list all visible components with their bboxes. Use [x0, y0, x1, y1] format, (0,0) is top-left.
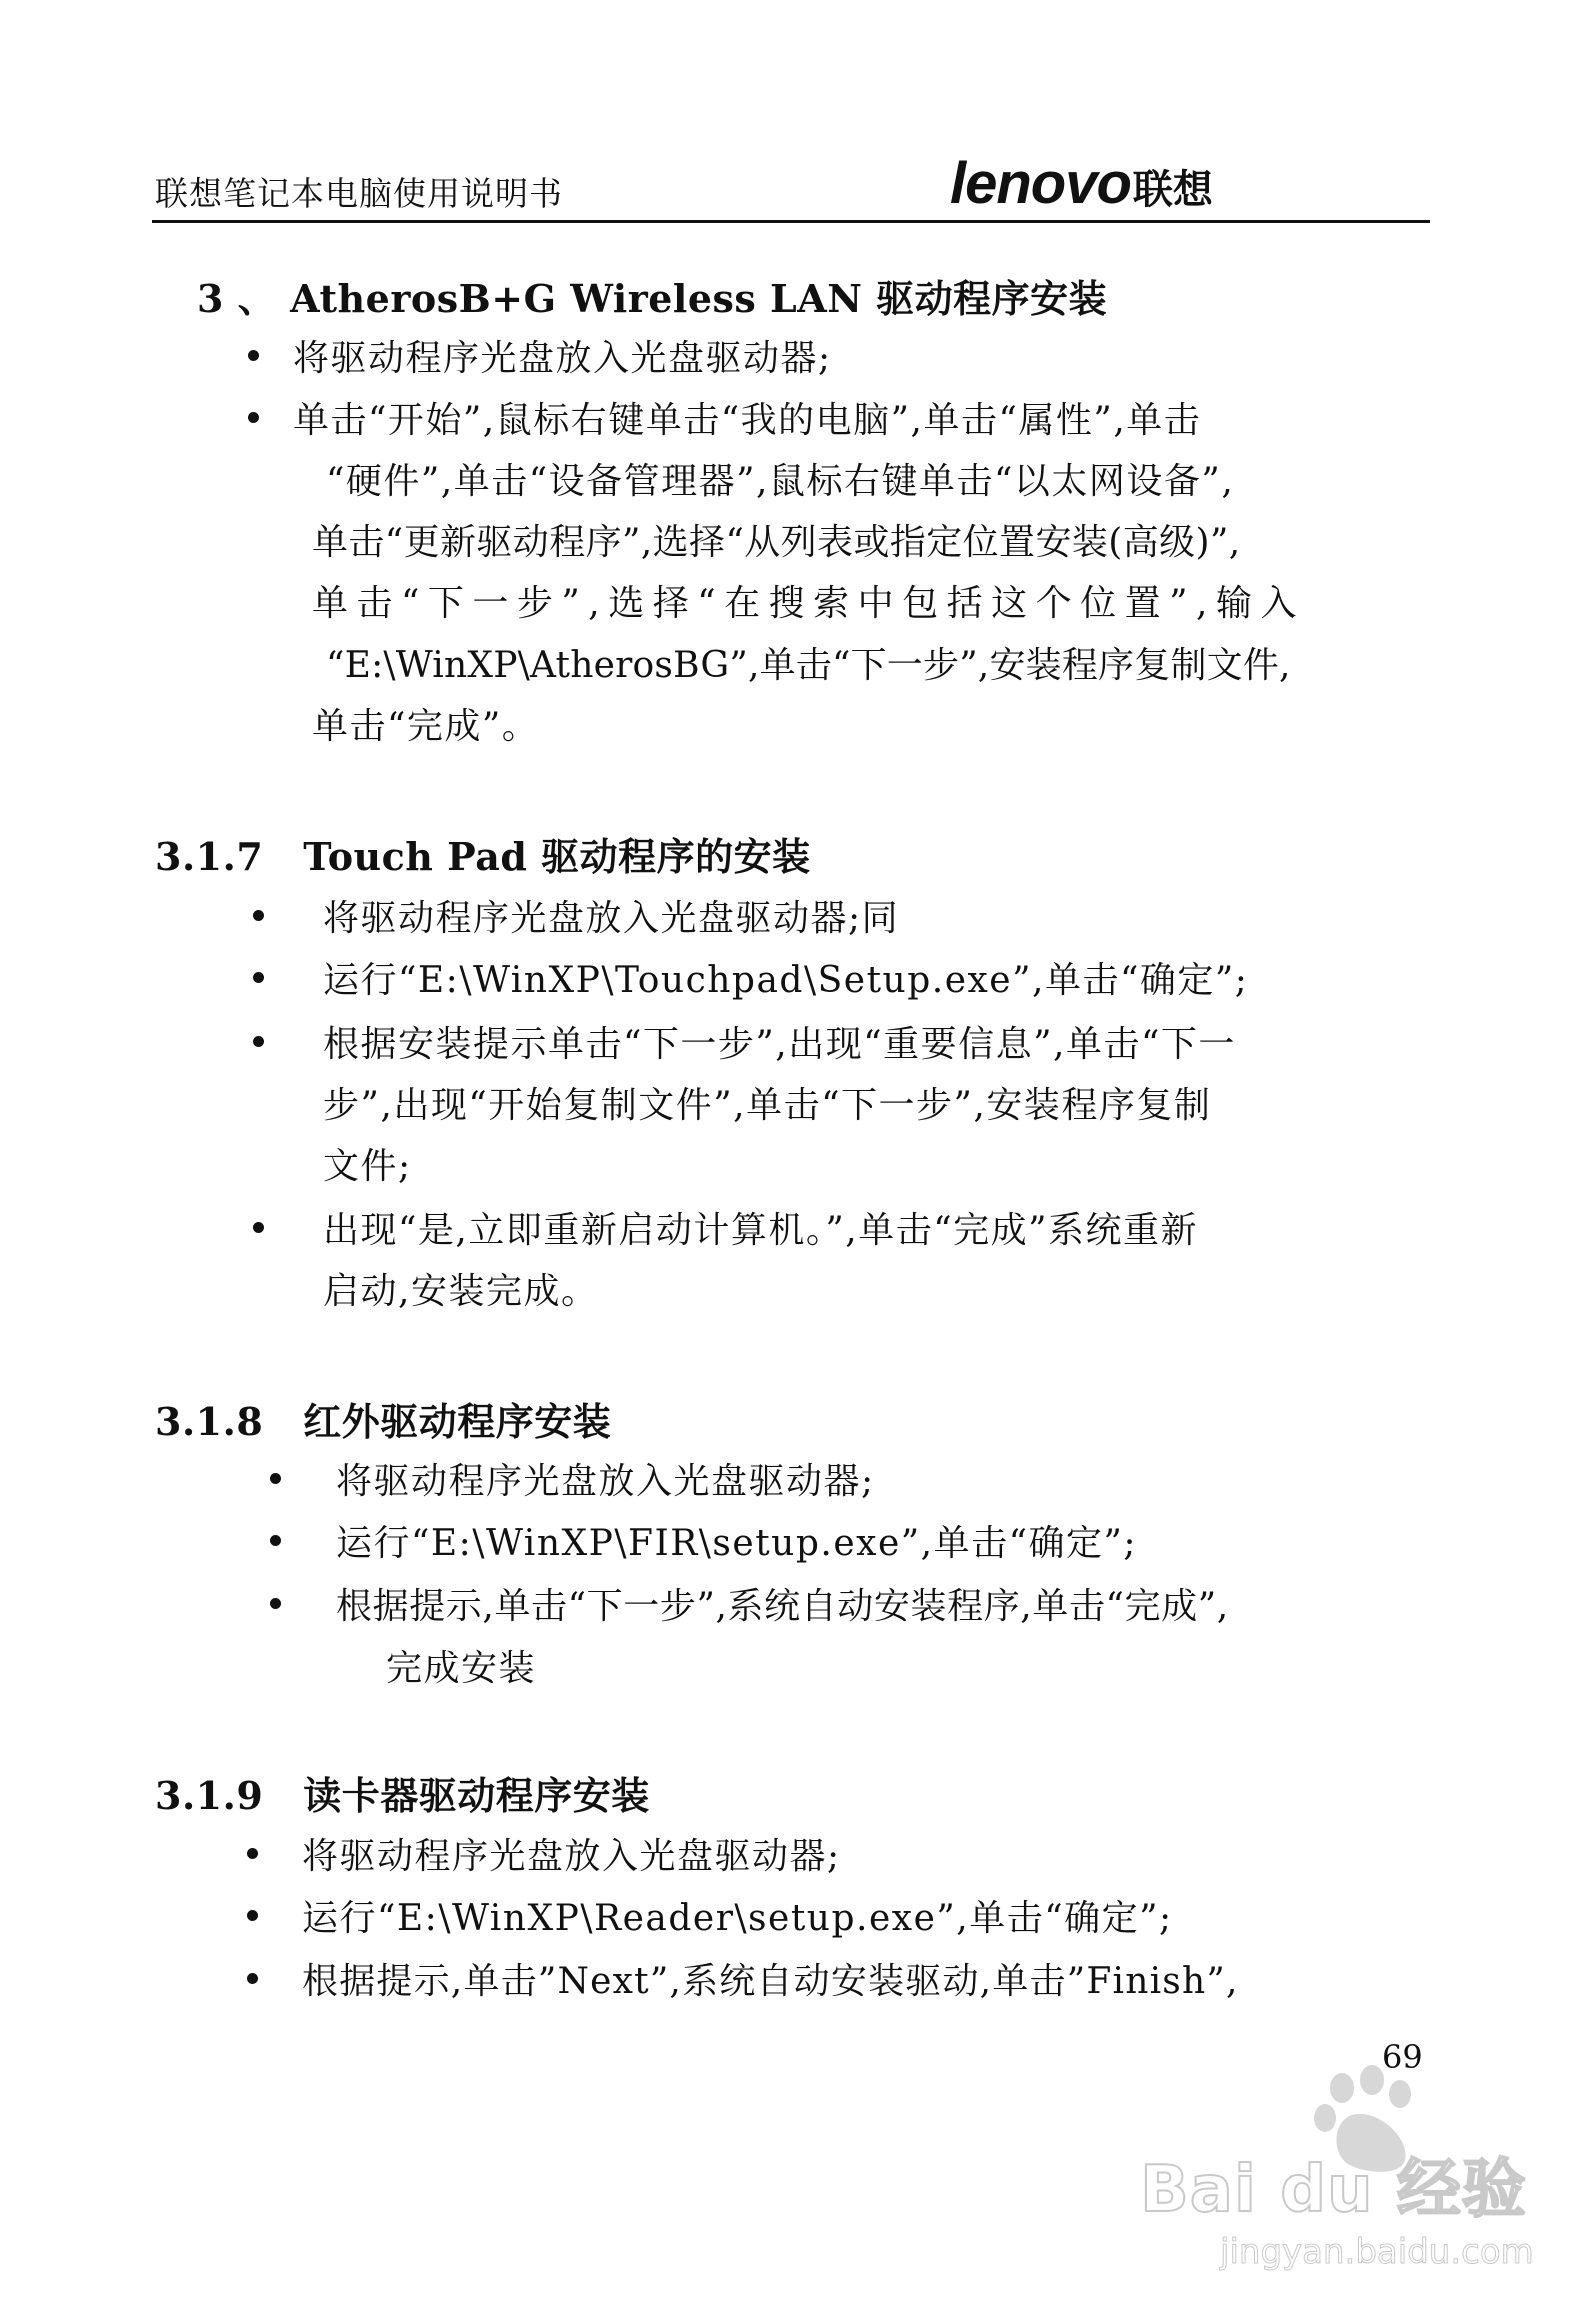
bullet-dot: [247, 1973, 258, 1984]
list-item-continued: “E:\WinXP\AtherosBG”,单击“下一步”,安装程序复制文件,: [326, 645, 1291, 686]
list-item: 将驱动程序光盘放入光盘驱动器;: [336, 1461, 875, 1502]
bullet-dot: [247, 1910, 258, 1921]
bullet-dot: [253, 1036, 264, 1047]
bullet-dot: [270, 1535, 281, 1546]
list-item-continued: 单击“更新驱动程序”,选择“从列表或指定位置安装(高级)”,: [312, 522, 1241, 563]
bullet-dot: [270, 1598, 281, 1609]
section-heading-atheros: 3 、 AtherosB+G Wireless LAN 驱动程序安装: [197, 276, 1108, 321]
bullet-dot: [248, 350, 259, 361]
list-item: 根据安装提示单击“下一步”,出现“重要信息”,单击“下一: [323, 1024, 1236, 1065]
list-item: 将驱动程序光盘放入光盘驱动器;同: [323, 898, 900, 939]
bullet-dot: [270, 1473, 281, 1484]
list-item-continued: 步”,出现“开始复制文件”,单击“下一步”,安装程序复制: [323, 1085, 1212, 1126]
baidu-jingyan-watermark: [1120, 2060, 1560, 2290]
page-number: 69: [1382, 2038, 1423, 2076]
brand-name-en: lenovo: [950, 151, 1131, 216]
list-item: 根据提示,单击“下一步”,系统自动安装程序,单击“完成”,: [336, 1586, 1229, 1627]
list-item: 出现“是,立即重新启动计算机。”,单击“完成”系统重新: [323, 1210, 1199, 1251]
watermark-logo-text: Bai du 经验: [1140, 2153, 1527, 2227]
bullet-dot: [247, 1848, 258, 1859]
list-item: 根据提示,单击”Next”,系统自动安装驱动,单击”Finish”,: [302, 1961, 1239, 2002]
list-item: 将驱动程序光盘放入光盘驱动器;: [293, 338, 832, 379]
list-item-continued: 完成安装: [386, 1648, 537, 1689]
list-item: 运行“E:\WinXP\FIR\setup.exe”,单击“确定”;: [336, 1523, 1138, 1564]
list-item-continued: 文件;: [323, 1146, 412, 1187]
bullet-dot: [248, 412, 259, 423]
list-item: 运行“E:\WinXP\Touchpad\Setup.exe”,单击“确定”;: [323, 960, 1249, 1001]
section-heading-card-reader: 3.1.9 读卡器驱动程序安装: [155, 1773, 650, 1818]
watermark-url: jingyan.baidu.com: [1220, 2232, 1534, 2272]
section-heading-infrared: 3.1.8 红外驱动程序安装: [155, 1399, 612, 1444]
list-item: 单击“开始”,鼠标右键单击“我的电脑”,单击“属性”,单击: [293, 400, 1202, 441]
section-heading-touchpad: 3.1.7 Touch Pad 驱动程序的安装: [155, 834, 811, 879]
list-item-continued: 单击“下一步”,选择“在搜索中包括这个位置”,输入: [312, 583, 1306, 624]
bullet-dot: [253, 1222, 264, 1233]
lenovo-logo: [950, 150, 1213, 217]
manual-title: 联想笔记本电脑使用说明书: [155, 174, 563, 213]
brand-name-cn: 联想: [1132, 167, 1213, 213]
list-item-continued: 单击“完成”。: [312, 706, 540, 747]
bullet-dot: [253, 910, 264, 921]
list-item-continued: 启动,安装完成。: [323, 1271, 599, 1312]
bullet-dot: [253, 972, 264, 983]
list-item: 运行“E:\WinXP\Reader\setup.exe”,单击“确定”;: [302, 1898, 1173, 1939]
list-item-continued: “硬件”,单击“设备管理器”,鼠标右键单击“以太网设备”,: [326, 461, 1235, 502]
header-divider: [152, 220, 1430, 223]
list-item: 将驱动程序光盘放入光盘驱动器;: [302, 1836, 841, 1877]
